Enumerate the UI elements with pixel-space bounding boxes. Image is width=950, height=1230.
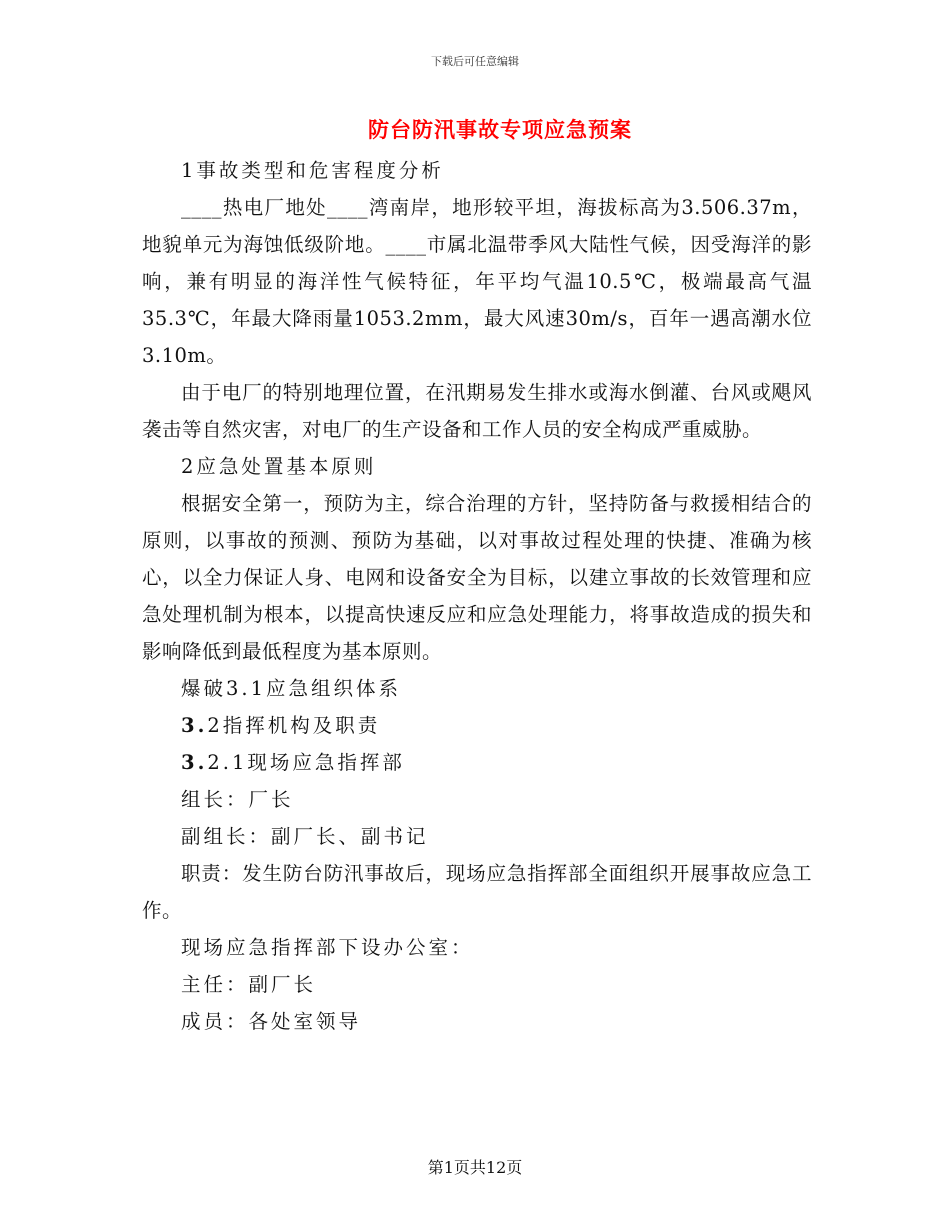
section-3-2-text: 2指挥机构及职责 [207,714,381,737]
section-1-heading: 1事故类型和危害程度分析 [181,159,444,182]
section-3-2-1-heading [142,744,812,781]
section-3-2-1-text: 2.1现场应急指挥部 [207,751,405,774]
director-line: 主任：副厂长 [181,973,317,996]
paragraph-principles: 根据安全第一，预防为主，综合治理的方针，坚持防备与救援相结合的原则，以事故的预测、预防为基础，以对事故过程处理的快捷、准确为核心，以全力保证人身、电网和设备安全为目标，以建立事故的长效管理和应急处理机制为根本，以提高快速反应和应急处理能力，将事故造成的损失和影响降低到最低程度为基本原则。 [142,492,812,663]
header-note: 下载后可任意编辑 [431,55,519,68]
members-line: 成员：各处室领导 [181,1010,362,1033]
deputy-leader-line: 副组长：副厂长、副书记 [181,825,429,848]
leader-line: 组长：厂长 [181,788,294,811]
document-title: 防台防汛事故专项应急预案 [368,117,632,142]
section-3-2-number: 3. [181,714,208,737]
section-3-2-1-number: 3. [181,751,208,774]
paragraph-geography: ____热电厂地处____湾南岸，地形较平坦，海拔标高为3.506.37m，地貌单元为海蚀低级阶地。____市属北温带季风大陆性气候，因受海洋的影响，兼有明显的海洋性气候特征，年平均气温10.5℃，极端最高气温35.3℃，年最大降雨量1053.2mm，最大风速30m/s，百年一遇高潮水位3.10m。 [142,196,812,367]
duty-paragraph: 职责：发生防台防汛事故后，现场应急指挥部全面组织开展事故应急工作。 [142,862,812,922]
paragraph-hazards: 由于电厂的特别地理位置，在汛期易发生排水或海水倒灌、台风或飓风袭击等自然灾害，对电厂的生产设备和工作人员的安全构成严重威胁。 [142,381,812,441]
section-3-2-heading [142,707,812,744]
section-3-1-heading: 爆破3.1应急组织体系 [181,677,402,700]
section-2-heading: 2应急处置基本原则 [181,455,377,478]
document-body [142,152,812,1040]
page-footer: 第1页共12页 [427,1158,523,1177]
office-intro-line: 现场应急指挥部下设办公室： [181,936,474,959]
